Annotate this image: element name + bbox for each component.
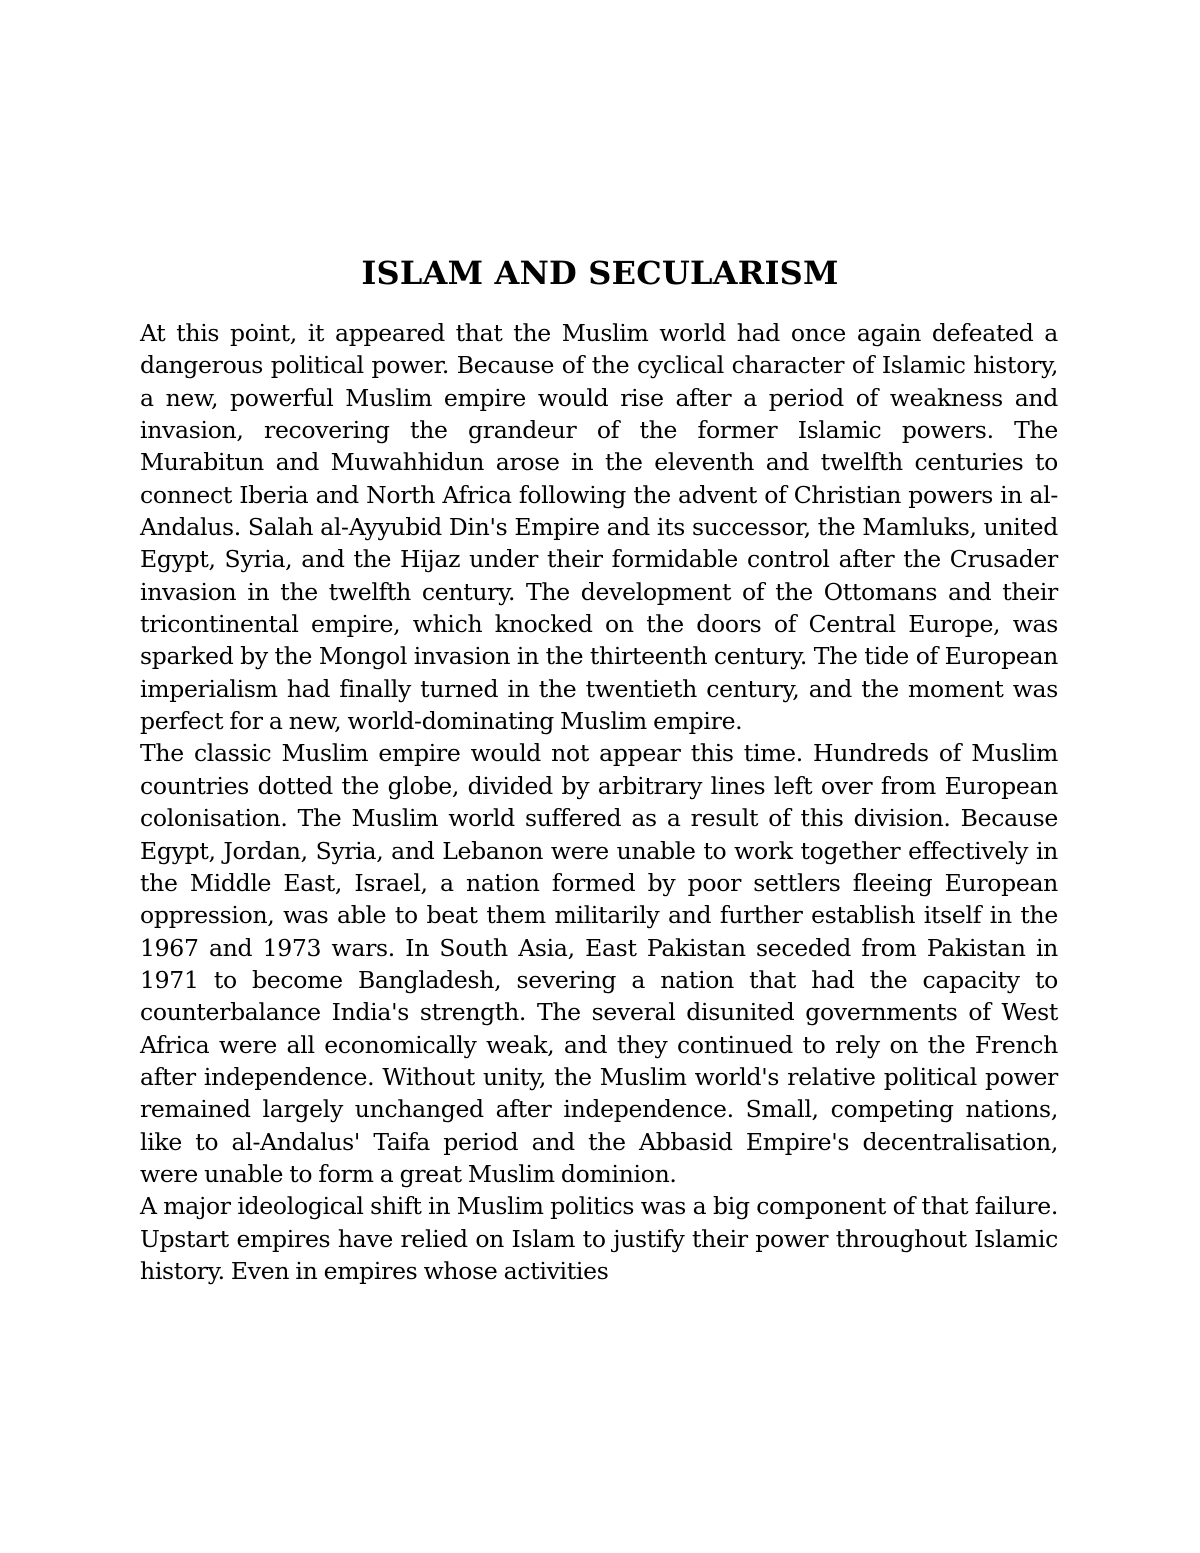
paragraph: A major ideological shift in Muslim politics was a big component of that failure. Upstart empires have relied on Islam to justify their power throughout Islamic history. Even in empires whose activities <box>140 1192 1058 1285</box>
document-body <box>140 317 1058 1287</box>
paragraph: The classic Muslim empire would not appear this time. Hundreds of Muslim countries dotted the globe, divided by arbitrary lines left over from European colonisation. The Muslim world suffered as a result of this division. Because Egypt, Jordan, Syria, and Lebanon were unable to work together effectively in the Middle East, Israel, a nation formed by poor settlers fleeing European oppression, was able to beat them militarily and further establish itself in the 1967 and 1973 wars. In South Asia, East Pakistan seceded from Pakistan in 1971 to become Bangladesh, severing a nation that had the capacity to counterbalance India's strength. The several disunited governments of West Africa were all economically weak, and they continued to rely on the French after independence. Without unity, the Muslim world's relative political power remained largely unchanged after independence. Small, competing nations, like to al-Andalus' Taifa period and the Abbasid Empire's decentralisation, were unable to form a great Muslim dominion. <box>140 739 1058 1188</box>
paragraph: At this point, it appeared that the Muslim world had once again defeated a dangerous political power. Because of the cyclical character of Islamic history, a new, powerful Muslim empire would rise after a period of weakness and invasion, recovering the grandeur of the former Islamic powers. The Murabitun and Muwahhidun arose in the eleventh and twelfth centuries to connect Iberia and North Africa following the advent of Christian powers in al-Andalus. Salah al-Ayyubid Din's Empire and its successor, the Mamluks, united Egypt, Syria, and the Hijaz under their formidable control after the Crusader invasion in the twelfth century. The development of the Ottomans and their tricontinental empire, which knocked on the doors of Central Europe, was sparked by the Mongol invasion in the thirteenth century. The tide of European imperialism had finally turned in the twentieth century, and the moment was perfect for a new, world-dominating Muslim empire. <box>140 319 1058 736</box>
document-title: ISLAM AND SECULARISM <box>361 254 839 292</box>
